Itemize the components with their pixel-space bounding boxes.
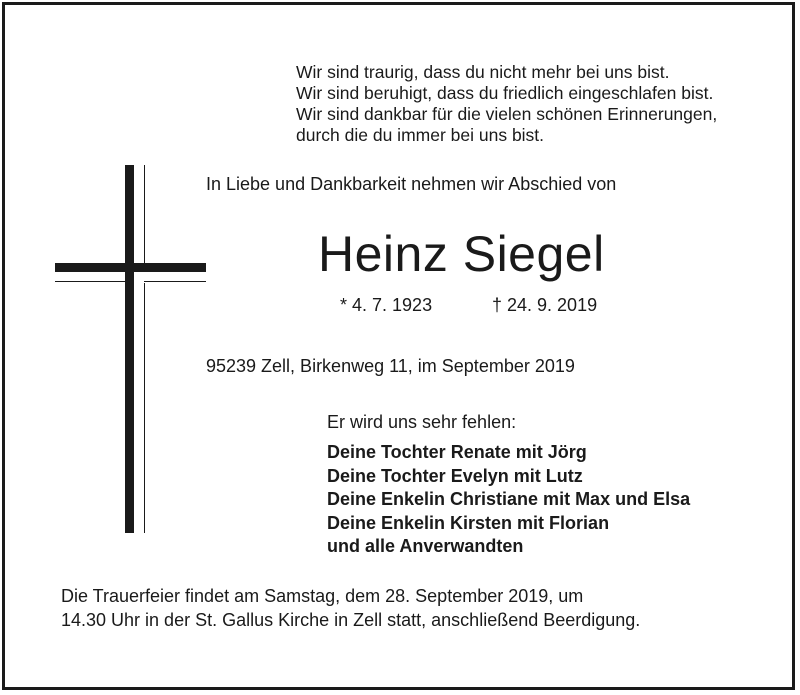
cross-icon xyxy=(52,165,208,533)
funeral-line: Die Trauerfeier findet am Samstag, dem 28. September 2019, um xyxy=(61,586,584,606)
deceased-name: Heinz Siegel xyxy=(318,226,605,282)
poem-line: Wir sind traurig, dass du nicht mehr bei uns bist. xyxy=(296,62,670,82)
poem xyxy=(296,62,717,146)
poem-line: Wir sind dankbar für die vielen schönen Erinnerungen, xyxy=(296,104,718,124)
funeral-notice xyxy=(61,584,640,632)
mourners-intro: Er wird uns sehr fehlen: xyxy=(327,412,517,432)
farewell-intro: In Liebe und Dankbarkeit nehmen wir Abschied von xyxy=(206,174,617,194)
mourner-line: Deine Enkelin Kirsten mit Florian xyxy=(327,512,610,533)
funeral-line: 14.30 Uhr in der St. Gallus Kirche in Zell statt, anschließend Beerdigung. xyxy=(61,610,641,630)
birth-date: * 4. 7. 1923 xyxy=(340,295,433,315)
place-and-date: 95239 Zell, Birkenweg 11, im September 2019 xyxy=(206,356,575,376)
mourner-line: Deine Tochter Evelyn mit Lutz xyxy=(327,465,583,486)
death-date: † 24. 9. 2019 xyxy=(492,295,598,315)
poem-line: durch die du immer bei uns bist. xyxy=(296,125,545,145)
mourner-line: und alle Anverwandten xyxy=(327,536,524,556)
mourners-list xyxy=(327,441,690,559)
poem-line: Wir sind beruhigt, dass du friedlich eingeschlafen bist. xyxy=(296,83,714,103)
mourner-line: Deine Enkelin Christiane mit Max und Elsa xyxy=(327,489,691,509)
mourner-line: Deine Tochter Renate mit Jörg xyxy=(327,442,587,462)
